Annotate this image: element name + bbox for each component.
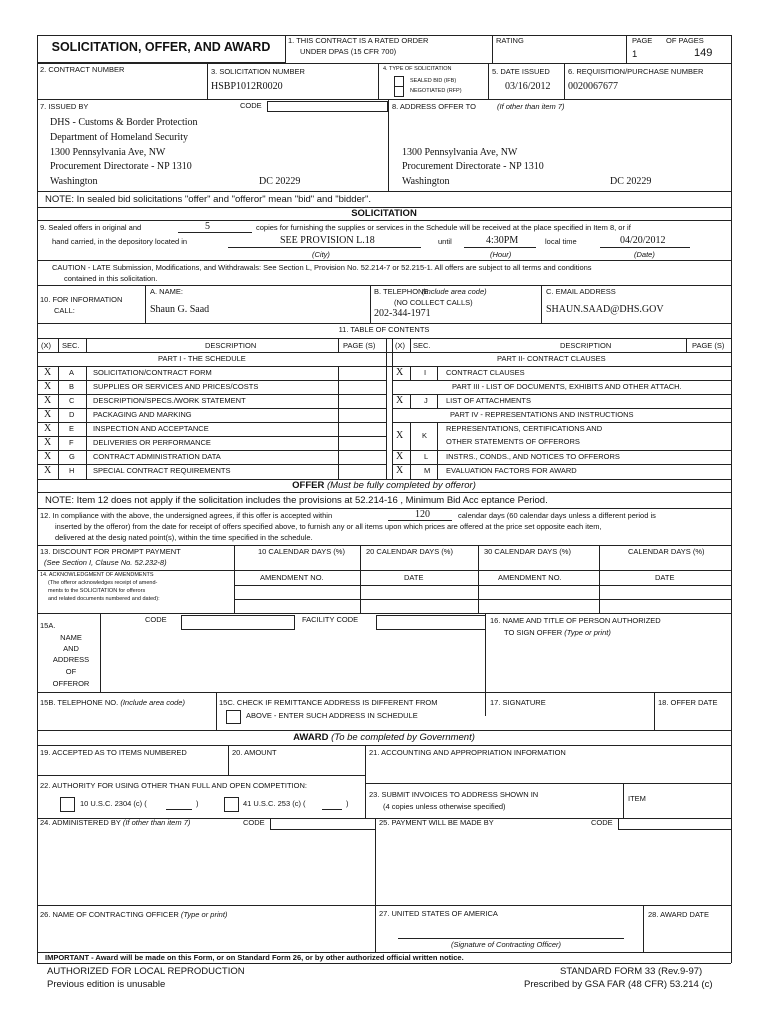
rating-label: RATING (496, 36, 524, 45)
item9-date-label: (Date) (634, 250, 655, 259)
divider (599, 570, 600, 613)
toc-mark: X (44, 423, 52, 434)
toc-mark: X (44, 381, 52, 392)
toc-row-line (37, 422, 386, 423)
row-line (37, 285, 731, 286)
amendment-no-header: AMENDMENT NO. (498, 573, 562, 582)
issuer-line: Department of Homeland Security (50, 132, 189, 143)
toc-part3: PART III - LIST OF DOCUMENTS, EXHIBITS AND OTHER ATTACH. (452, 382, 682, 391)
usc-253-label: 41 U.S.C. 253 (c) ( (243, 799, 306, 808)
field-underline (600, 247, 690, 248)
row-line (37, 613, 731, 614)
toc-section: F (69, 438, 74, 447)
signature-label: 17. SIGNATURE (490, 698, 546, 707)
toc-row-line (37, 436, 386, 437)
divider (485, 613, 486, 716)
toc-section: H (69, 466, 75, 475)
toc-col (58, 338, 59, 352)
discount-30-days: 30 CALENDAR DAYS (%) (484, 547, 571, 556)
rated-order-label: 1. THIS CONTRACT IS A RATED ORDER (288, 36, 429, 45)
offer-date-label: 18. OFFER DATE (658, 698, 718, 707)
toc-mark: X (44, 395, 52, 406)
offer-heading: OFFER (292, 480, 325, 491)
toc-desc: INSTRS., CONDS., AND NOTICES TO OFFERORS (446, 452, 620, 461)
footer-prescribed: Prescribed by GSA FAR (48 CFR) 53.214 (c) (524, 979, 713, 990)
info-telephone-note: (Include area code) (422, 287, 487, 296)
toc-section: A (69, 368, 75, 377)
toc-row-line (392, 394, 731, 395)
footer-authorized: AUTHORIZED FOR LOCAL REPRODUCTION (47, 966, 245, 977)
usa-label: 27. UNITED STATES OF AMERICA (379, 909, 498, 918)
toc-mark: X (44, 437, 52, 448)
toc-col (386, 338, 387, 480)
row-line (37, 352, 731, 353)
administered-by-label (40, 819, 190, 827)
toc-mark: X (396, 367, 404, 378)
row-line (37, 492, 731, 493)
offeror-label: 15A. (40, 621, 56, 630)
item9-text: copies for furnishing the supplies or services in the Schedule will be received at the place specified in Item 8, or if (256, 223, 631, 232)
amendment-date-header: DATE (404, 573, 424, 582)
toc-desc: LIST OF ATTACHMENTS (446, 396, 532, 405)
facility-code-field[interactable] (376, 615, 486, 630)
toc-col (437, 394, 438, 408)
issuer-city: Washington (50, 176, 98, 187)
item9-copies: 5 (205, 221, 210, 232)
accounting-label: 21. ACCOUNTING AND APPROPRIATION INFORMATION (369, 748, 566, 757)
discount-calendar-days: CALENDAR DAYS (%) (628, 547, 705, 556)
toc-description-header: DESCRIPTION (560, 341, 612, 350)
toc-desc: CONTRACT ADMINISTRATION DATA (93, 452, 221, 461)
toc-row-line (37, 464, 386, 465)
type-of-solicitation-label: 4. TYPE OF SOLICITATION (383, 66, 452, 72)
divider (100, 613, 101, 692)
signature-line (398, 938, 624, 939)
item9-text: 9. Sealed offers in original and (40, 223, 142, 232)
submit-invoices-label: 23. SUBMIT INVOICES TO ADDRESS SHOWN IN (369, 790, 539, 799)
issued-by-code-field[interactable] (267, 101, 388, 112)
toc-section: D (69, 410, 75, 419)
toc-section: C (69, 396, 75, 405)
info-name-value: Shaun G. Saad (150, 304, 210, 315)
award-heading: AWARD (293, 732, 329, 743)
divider (541, 285, 542, 323)
issuer-line: DHS - Customs & Border Protection (50, 117, 198, 128)
authorized-person-label: 16. NAME AND TITLE OF PERSON AUTHORIZED (490, 616, 661, 625)
toc-col (410, 422, 411, 480)
row-line (37, 366, 731, 367)
caution-line: CAUTION - LATE Submission, Modifications, and Withdrawals: See Section L, Provision No. 52.214-7 or 52.215-1. All offers are subject to all terms and conditions (52, 263, 592, 272)
info-email-label: C. EMAIL ADDRESS (546, 287, 616, 296)
rated-order-checkbox[interactable] (460, 47, 488, 57)
toc-x-header: (X) (395, 341, 405, 350)
toc-row-line (37, 450, 386, 451)
row-line (37, 191, 731, 192)
item-label: ITEM (628, 794, 646, 803)
toc-description-header: DESCRIPTION (205, 341, 257, 350)
item9-date: 04/20/2012 (620, 235, 666, 246)
toc-section: M (424, 466, 431, 475)
toc-mark: X (396, 430, 404, 441)
field-underline (464, 247, 536, 248)
divider (145, 285, 146, 323)
divider (234, 570, 235, 613)
divider (370, 285, 371, 323)
toc-row-line (392, 380, 731, 381)
item12-note: NOTE: Item 12 does not apply if the solicitation includes the provisions at 52.214-16 , Minimum Bid Acc eptance Period. (45, 495, 548, 506)
row-line (37, 775, 365, 776)
remittance-address-checkbox[interactable] (226, 710, 241, 724)
item9-local-time: local time (545, 237, 577, 246)
row-line (37, 508, 731, 509)
payment-by-label: 25. PAYMENT WILL BE MADE BY (379, 818, 494, 827)
submit-invoices-note: (4 copies unless otherwise specified) (383, 802, 506, 811)
authorized-sign-note: (Type or print) (564, 628, 611, 637)
toc-section: B (69, 382, 75, 391)
info-name-label: A. NAME: (150, 287, 183, 296)
row-line (234, 599, 731, 600)
divider (285, 35, 286, 63)
item12-days: 120 (415, 509, 430, 520)
usc-2304-label: 10 U.S.C. 2304 (c) ( (80, 799, 147, 808)
row-line (37, 905, 731, 906)
toc-part2: PART II- CONTRACT CLAUSES (497, 354, 606, 363)
award-note: (To be completed by Government) (331, 732, 475, 743)
divider (360, 570, 361, 613)
toc-sec-header: SEC. (413, 341, 431, 350)
toc-section: J (424, 396, 428, 405)
discount-label: 13. DISCOUNT FOR PROMPT PAYMENT (40, 547, 181, 556)
toc-mark: X (44, 367, 52, 378)
item9-location: SEE PROVISION L.18 (280, 235, 375, 246)
divider (599, 545, 600, 570)
solicitation-heading: SOLICITATION (351, 208, 417, 219)
contract-number-label: 2. CONTRACT NUMBER (40, 65, 125, 74)
total-pages: 149 (694, 47, 713, 59)
divider (478, 545, 479, 570)
offeror-telephone-text: 15B. TELEPHONE NO. (40, 698, 119, 707)
contracting-officer-note: (Type or print) (180, 910, 228, 919)
requisition-label: 6. REQUISITION/PURCHASE NUMBER (568, 67, 704, 76)
toc-desc: PACKAGING AND MARKING (93, 410, 192, 419)
amendments-label: 14. ACKNOWLEDGMENT OF AMENDMENTS (40, 572, 154, 578)
row-line (37, 745, 731, 746)
usc-2304-close: ) (196, 799, 199, 808)
row-line (37, 338, 731, 339)
footer-standard-form: STANDARD FORM 33 (Rev.9-97) (560, 966, 703, 977)
administered-by-note: (If other than item 7) (122, 818, 191, 827)
toc-mark: X (396, 465, 404, 476)
info-telephone-value: 202-344-1971 (374, 308, 431, 319)
usc-2304-checkbox[interactable] (60, 797, 75, 812)
discount-sub: (See Section I, Clause No. 52.232-8) (44, 558, 167, 567)
row-line (485, 692, 731, 693)
payment-code-field[interactable] (618, 818, 732, 830)
item9-hour-label: (Hour) (490, 250, 512, 259)
toc-mark: X (396, 451, 404, 462)
toc-col (58, 366, 59, 480)
toc-section: I (424, 368, 427, 377)
toc-col (437, 366, 438, 380)
sealed-bid-note: NOTE: In sealed bid solicitations "offer" and "offeror" mean "bid" and "bidder". (45, 194, 372, 205)
toc-row-line (392, 422, 731, 423)
toc-mark: X (44, 465, 52, 476)
toc-part1: PART I - THE SCHEDULE (158, 354, 246, 363)
offeror-label-line: OF (65, 667, 77, 676)
discount-20-days: 20 CALENDAR DAYS (%) (366, 547, 453, 556)
contracting-officer-text: 26. NAME OF CONTRACTING OFFICER (40, 910, 179, 919)
accepted-items-label: 19. ACCEPTED AS TO ITEMS NUMBERED (40, 748, 187, 757)
toc-col (338, 366, 339, 480)
toc-title: 11. TABLE OF CONTENTS (338, 325, 430, 334)
issuer-line: 1300 Pennsylvania Ave, NW (50, 147, 166, 158)
divider (365, 745, 366, 818)
divider (654, 692, 655, 730)
row-line (37, 323, 731, 324)
requisition-value: 0020067677 (568, 81, 618, 92)
item9-city-label: (City) (312, 250, 330, 259)
administered-code-label: CODE (243, 818, 265, 827)
field-underline (178, 232, 252, 233)
authorized-sign-label: TO SIGN OFFER (504, 628, 563, 637)
award-heading-row (37, 733, 731, 743)
form-title: SOLICITATION, OFFER, AND AWARD (51, 40, 271, 54)
amendment-no-header: AMENDMENT NO. (260, 573, 324, 582)
toc-section: G (69, 452, 75, 461)
row-line (365, 783, 731, 784)
toc-pages-header: PAGE (S) (343, 341, 376, 350)
negotiated-checkbox[interactable] (394, 86, 404, 97)
divider (488, 63, 489, 99)
toc-desc: REPRESENTATIONS, CERTIFICATIONS AND (446, 424, 603, 433)
offer-heading-row (37, 481, 731, 491)
issuer-line: Procurement Directorate - NP 1310 (50, 161, 192, 172)
issued-by-code-label: CODE (240, 101, 262, 110)
divider (643, 905, 644, 952)
offer-city: Washington (402, 176, 450, 187)
offeror-label-line: ADDRESS (52, 655, 90, 664)
toc-section: K (422, 431, 428, 440)
toc-desc: SUPPLIES OR SERVICES AND PRICES/COSTS (93, 382, 259, 391)
toc-pages-header: PAGE (S) (692, 341, 725, 350)
toc-desc: DELIVERIES OR PERFORMANCE (93, 438, 211, 447)
important-note: IMPORTANT - Award will be made on this Form, or on Standard Form 26, or by other authorized official written notice. (45, 953, 464, 962)
toc-sec-header: SEC. (62, 341, 80, 350)
offeror-code-field[interactable] (181, 615, 295, 630)
amendment-date-header: DATE (655, 573, 675, 582)
form-bottom-border (37, 963, 731, 964)
row-line (37, 692, 485, 693)
sealed-bid-label: SEALED BID (IFB) (410, 78, 457, 84)
divider (378, 63, 379, 99)
amendments-label: and related documents numbered and dated): (48, 596, 160, 602)
field-underline (228, 247, 421, 248)
row-line (234, 585, 731, 586)
field-underline (166, 809, 192, 810)
toc-desc: DESCRIPTION/SPECS./WORK STATEMENT (93, 396, 246, 405)
issued-by-label: 7. ISSUED BY (40, 102, 89, 111)
no-collect-calls: (NO COLLECT CALLS) (394, 298, 473, 307)
solicitation-number-label: 3. SOLICITATION NUMBER (211, 67, 305, 76)
award-date-label: 28. AWARD DATE (648, 910, 709, 919)
usc-253-close: ) (346, 799, 349, 808)
toc-row-line (37, 380, 386, 381)
negotiated-label: NEGOTIATED (RFP) (410, 88, 462, 94)
divider (626, 35, 627, 63)
amendments-label: ments to the SOLICITATION for offerors (48, 588, 146, 594)
amount-label: 20. AMOUNT (232, 748, 277, 757)
toc-mark: X (396, 395, 404, 406)
authority-label: 22. AUTHORITY FOR USING OTHER THAN FULL AND OPEN COMPETITION: (40, 781, 307, 790)
usc-253-checkbox[interactable] (224, 797, 239, 812)
toc-col (410, 338, 411, 352)
toc-mark: X (44, 409, 52, 420)
toc-section: L (424, 452, 429, 461)
footer-previous-edition: Previous edition is unusable (47, 979, 166, 990)
toc-col (410, 366, 411, 380)
toc-row-line (37, 408, 386, 409)
offeror-telephone-note: (Include area code) (120, 698, 185, 707)
toc-col (410, 394, 411, 408)
issuer-state-zip: DC 20229 (259, 176, 301, 187)
solicitation-number-value: HSBP1012R0020 (211, 81, 283, 92)
authorized-person-label (504, 629, 611, 637)
offeror-label-line: OFFEROR (52, 679, 90, 688)
row-line (37, 99, 731, 100)
item12-text: calendar days (60 calendar days unless a different period is (458, 511, 656, 520)
divider (234, 545, 235, 570)
page-label: PAGE (632, 36, 653, 45)
divider (492, 35, 493, 63)
toc-desc: SPECIAL CONTRACT REQUIREMENTS (93, 466, 231, 475)
offer-address-line: Procurement Directorate - NP 1310 (402, 161, 544, 172)
toc-col (437, 422, 438, 480)
toc-col (86, 366, 87, 480)
toc-desc: SOLICITATION/CONTRACT FORM (93, 368, 212, 377)
item9-time: 4:30PM (486, 235, 519, 246)
divider (360, 545, 361, 570)
offer-note: (Must be fully completed by offeror) (326, 480, 476, 491)
toc-row-line (392, 450, 731, 451)
divider (375, 818, 376, 952)
date-issued-label: 5. DATE ISSUED (492, 67, 550, 76)
address-offer-to-label: 8. ADDRESS OFFER TO (392, 102, 476, 111)
contracting-officer-label (40, 911, 227, 919)
remittance-address-label: 15C. CHECK IF REMITTANCE ADDRESS IS DIFFERENT FROM (219, 698, 438, 707)
info-telephone-label: B. TELEPHONE (374, 287, 429, 296)
facility-code-label: FACILITY CODE (302, 615, 359, 624)
toc-desc: INSPECTION AND ACCEPTANCE (93, 424, 209, 433)
offer-state-zip: DC 20229 (610, 176, 652, 187)
toc-row-line (392, 408, 731, 409)
offer-address-line: 1300 Pennsylvania Ave, NW (402, 147, 518, 158)
field-underline (388, 520, 452, 521)
divider (478, 570, 479, 613)
administered-code-field[interactable] (270, 818, 376, 830)
form-left-border (37, 35, 38, 963)
info-call-label: CALL: (54, 306, 75, 315)
administered-by-text: 24. ADMINISTERED BY (40, 818, 121, 827)
toc-col (686, 338, 687, 352)
toc-desc: OTHER STATEMENTS OF OFFERORS (446, 437, 580, 446)
offeror-code-label: CODE (145, 615, 167, 624)
discount-10-days: 10 CALENDAR DAYS (%) (258, 547, 345, 556)
item9-text: hand carried, in the depository located in (52, 237, 188, 246)
amendments-label: (The offeror acknowledges receipt of amend- (48, 580, 158, 586)
address-offer-to-note: (If other than item 7) (497, 102, 565, 111)
divider (216, 692, 217, 730)
of-pages-label: OF PAGES (666, 36, 704, 45)
row-line (37, 570, 731, 571)
divider (564, 63, 565, 99)
info-call-label: 10. FOR INFORMATION (40, 295, 123, 304)
divider (207, 63, 208, 99)
row-line (37, 545, 731, 546)
toc-section: E (69, 424, 75, 433)
toc-desc: CONTRACT CLAUSES (446, 368, 525, 377)
item12-text: delivered at the desig nated point(s), within the time specified in the schedule. (55, 533, 313, 542)
item12-text: 12. In compliance with the above, the undersigned agrees, if this offer is accepted within (40, 511, 333, 520)
divider (623, 783, 624, 818)
co-signature-label: (Signature of Contracting Officer) (451, 940, 562, 949)
field-underline (322, 809, 342, 810)
page-number: 1 (632, 49, 638, 60)
toc-col (392, 338, 393, 480)
row-line (37, 730, 731, 731)
toc-row-line (37, 394, 386, 395)
toc-desc: EVALUATION FACTORS FOR AWARD (446, 466, 577, 475)
row-line (37, 220, 731, 221)
toc-col (338, 338, 339, 352)
toc-row-line (392, 464, 731, 465)
toc-col (86, 338, 87, 352)
row-line (37, 63, 731, 64)
offeror-label-line: AND (63, 644, 79, 653)
toc-part4: PART IV - REPRESENTATIONS AND INSTRUCTIONS (450, 410, 634, 419)
payment-code-label: CODE (591, 818, 613, 827)
item9-until: until (438, 237, 452, 246)
offeror-label-line: NAME (60, 633, 82, 642)
offeror-telephone-label (40, 699, 185, 707)
toc-mark: X (44, 451, 52, 462)
dpas-label: UNDER DPAS (15 CFR 700) (300, 47, 397, 56)
remittance-address-label: ABOVE - ENTER SUCH ADDRESS IN SCHEDULE (246, 711, 418, 720)
divider (228, 745, 229, 775)
caution-line: contained in this solicitation. (64, 274, 158, 283)
item12-text: inserted by the offeror) from the date for receipt of offers specified above, to furnish any or all items upon which prices are offered at the price set opposite each item, (55, 522, 602, 531)
divider (388, 99, 389, 191)
row-line (37, 260, 731, 261)
date-issued-value: 03/16/2012 (505, 81, 551, 92)
toc-x-header: (X) (41, 341, 51, 350)
info-email-value: SHAUN.SAAD@DHS.GOV (546, 304, 664, 315)
